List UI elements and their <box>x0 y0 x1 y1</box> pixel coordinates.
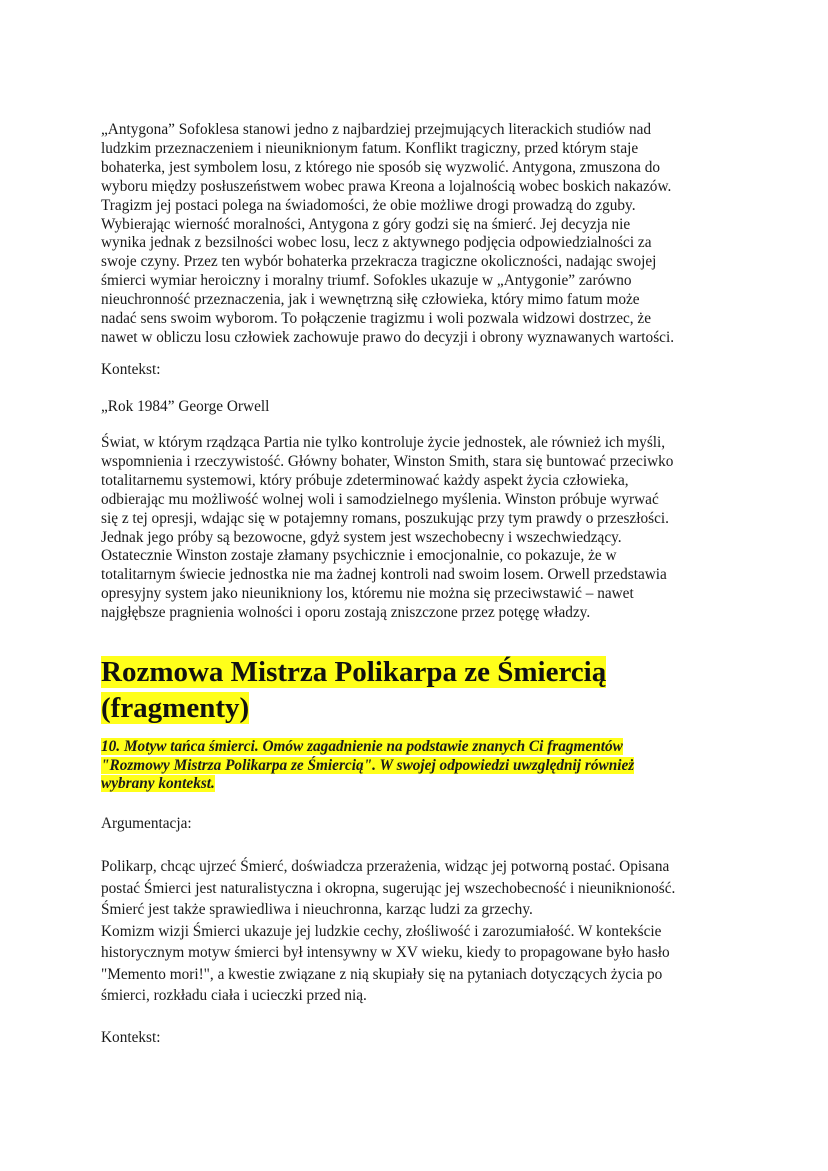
exam-question <box>101 738 741 794</box>
argumentacja-label: Argumentacja: <box>101 815 192 832</box>
text-line: odbierając mu możliwość wolnej woli i samodzielnego myślenia. Winston próbuje wyrwać <box>101 490 659 508</box>
text-line: śmierci wymiar heroiczny i moralny triumf. Sofokles ukazuje w „Antygonie” zarówno <box>101 272 632 290</box>
text-line: Komizm wizji Śmierci ukazuje jej ludzkie cechy, złośliwość i zarozumiałość. W kontekście <box>101 922 662 940</box>
text-line: Ostatecznie Winston zostaje złamany psychicznie i emocjonalnie, co pokazuje, że w <box>101 547 617 565</box>
orwell-paragraph <box>101 434 741 623</box>
text-line: opresyjny system jako nieunikniony los, któremu nie można się przeciwstawić – nawet <box>101 585 634 603</box>
text-line: Świat, w którym rządząca Partia nie tylko kontroluje życie jednostek, ale również ich myśli, <box>101 434 666 451</box>
text-line: Śmierć jest także sprawiedliwa i nieuchronna, karząc ludzi za grzechy. <box>101 901 533 918</box>
kontekst-label: Kontekst: <box>101 361 161 378</box>
text-line: się z tej opresji, wdając się w potajemny romans, poszukując przy tym prawdy o przeszłości. <box>101 509 669 527</box>
text-line: Polikarp, chcąc ujrzeć Śmierć, doświadcza przerażenia, widząc jej potworną postać. Opisana <box>101 858 670 875</box>
text-line: najgłębsze pragnienia wolności i oporu zostają zniszczone przez potęgę władzy. <box>101 604 591 622</box>
text-line: bohaterka, jest symbolem losu, z którego nie sposób się wyzwolić. Antygona, zmuszona do <box>101 158 661 176</box>
text-line: Jednak jego próby są bezowocne, gdyż system jest wszechobecny i wszechwiedzący. <box>101 528 622 546</box>
text-line: Tragizm jej postaci polega na świadomości, że obie możliwe drogi prowadzą do zguby. <box>101 196 636 214</box>
section-heading <box>101 654 741 726</box>
text-line: "Memento mori!", a kwestie związane z nią skupiały się na pytaniach dotyczących życia po <box>101 965 663 983</box>
text-line: wyboru między posłuszeństwem wobec prawa Kreona a lojalnością wobec boskich nakazów. <box>101 177 672 195</box>
text-line: wynika jednak z bezsilności wobec losu, lecz z aktywnego podjęcia odpowiedzialności za <box>101 234 652 252</box>
text-line: nadać sens swoim wyborom. To połączenie tragizmu i woli pozwala widzowi dostrzec, że <box>101 310 652 328</box>
text-line: Wybierając wierność moralności, Antygona z góry godzi się na śmierć. Jej decyzja nie <box>101 215 631 233</box>
text-line: „Antygona” Sofoklesa stanowi jedno z najbardziej przejmujących literackich studiów nad <box>101 121 652 138</box>
text-line: wspomnienia i rzeczywistość. Główny bohater, Winston Smith, stara się buntować przeciwko <box>101 452 674 470</box>
text-line: nieuchronność przeznaczenia, jak i wewnętrzną siłę człowieka, który mimo fatum może <box>101 291 640 309</box>
question-line: "Rozmowy Mistrza Polikarpa ze Śmiercią". W swojej odpowiedzi uwzględnij również <box>101 756 635 774</box>
text-line: totalitarnemu systemowi, który próbuje zdeterminować każdy aspekt życia człowieka, <box>101 471 629 489</box>
text-line: nawet w obliczu losu człowiek zachowuje prawo do decyzji i obrony wyznawanych wartości. <box>101 328 675 346</box>
question-line: 10. Motyw tańca śmierci. Omów zagadnienie na podstawie znanych Ci fragmentów <box>101 738 623 755</box>
text-line: historycznym motyw śmierci był intensywny w XV wieku, kiedy to propagowane było hasło <box>101 944 670 961</box>
book-title: „Rok 1984” George Orwell <box>101 398 270 415</box>
question-line: wybrany kontekst. <box>101 775 215 793</box>
antygona-paragraph <box>101 121 741 348</box>
text-line: ludzkim przeznaczeniem i nieuniknionym fatum. Konflikt tragiczny, przed którym staje <box>101 139 639 157</box>
text-line: postać Śmierci jest naturalistyczna i okropna, sugerując jej wszechobecność i nieuniknioność. <box>101 879 676 897</box>
polikarp-paragraph <box>101 856 741 1007</box>
kontekst-label-2: Kontekst: <box>101 1029 161 1046</box>
text-line: swoje czyny. Przez ten wybór bohaterka przekracza tragiczne okoliczności, nadając swojej <box>101 253 657 271</box>
text-line: śmierci, rozkładu ciała i ucieczki przed nią. <box>101 987 367 1004</box>
heading-line: Rozmowa Mistrza Polikarpa ze Śmiercią <box>101 656 607 688</box>
heading-line: (fragmenty) <box>101 692 250 724</box>
text-line: totalitarnym świecie jednostka nie ma żadnej kontroli nad swoim losem. Orwell przedstawia <box>101 566 667 584</box>
